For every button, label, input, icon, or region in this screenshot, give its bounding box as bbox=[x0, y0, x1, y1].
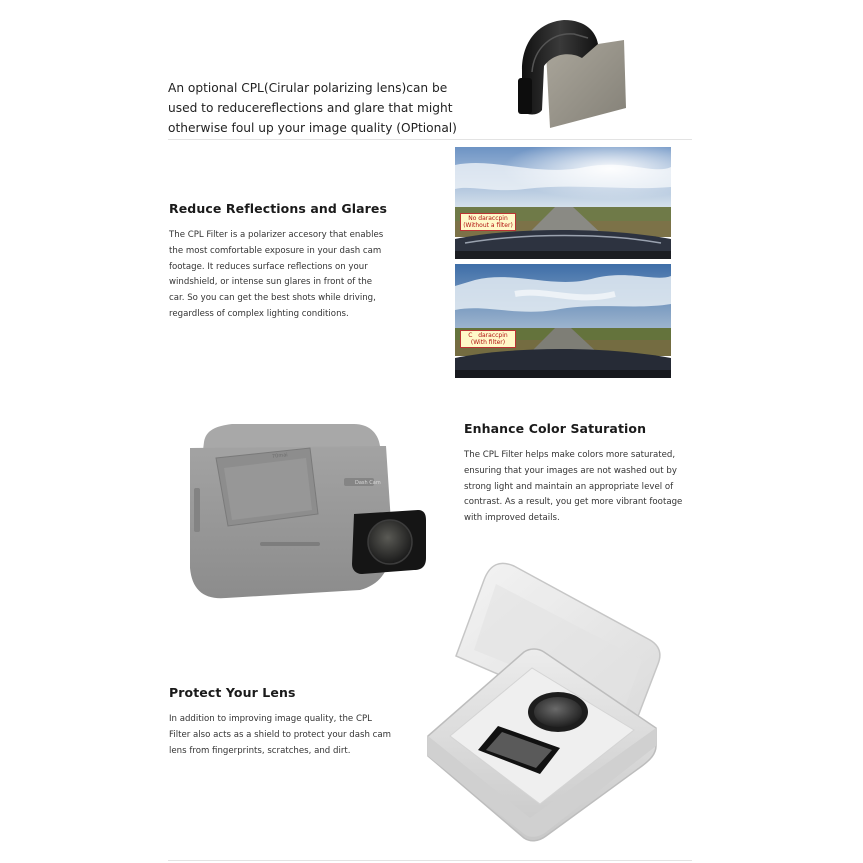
intro-text: An optional CPL(Cirular polarizing lens)can be used to reducereflections and glare that might otherwise foul up your image quality (OPtional) bbox=[168, 81, 457, 135]
section-title-enhance-color: Enhance Color Saturation bbox=[464, 421, 647, 436]
road-scene-filtered bbox=[455, 264, 671, 378]
filter-case-image bbox=[420, 560, 670, 842]
cpl-lens-clip-image bbox=[508, 12, 638, 134]
camera-brand-text: 70mai bbox=[271, 452, 288, 460]
camera-model-text: Dash Cam bbox=[355, 480, 381, 486]
section-body-reduce-reflections: The CPL Filter is a polarizer accesory that enables the most comfortable exposure in your dash cam footage. It reduces surface reflections on your windshield, or intense sun glares in front of the car. So you can get the best shots while driving, regardless of complex lighting conditions. bbox=[169, 230, 384, 319]
road-scene-glare bbox=[455, 147, 671, 259]
section-body-enhance-color: The CPL Filter helps make colors more saturated, ensuring that your images are not washed out by strong light and maintain an appropriate level of contrast. As a result, you get more vibrant footage with improved details. bbox=[464, 450, 683, 524]
label-with-filter: C daraccpin (With filter) bbox=[460, 330, 516, 348]
divider bbox=[168, 860, 692, 861]
dash-cam-with-filter-image bbox=[186, 418, 431, 603]
section-body-protect-lens: In addition to improving image quality, the CPL Filter also acts as a shield to protect your dash cam lens from fingerprints, scratches, and dirt. bbox=[169, 714, 392, 756]
divider bbox=[168, 139, 692, 140]
comparison-photo-without-filter bbox=[455, 147, 671, 259]
comparison-photo-with-filter bbox=[455, 264, 671, 378]
section-title-protect-lens: Protect Your Lens bbox=[169, 685, 296, 700]
label-without-filter: No daraccpin (Without a filter) bbox=[460, 213, 516, 231]
section-title-reduce-reflections: Reduce Reflections and Glares bbox=[169, 201, 388, 216]
